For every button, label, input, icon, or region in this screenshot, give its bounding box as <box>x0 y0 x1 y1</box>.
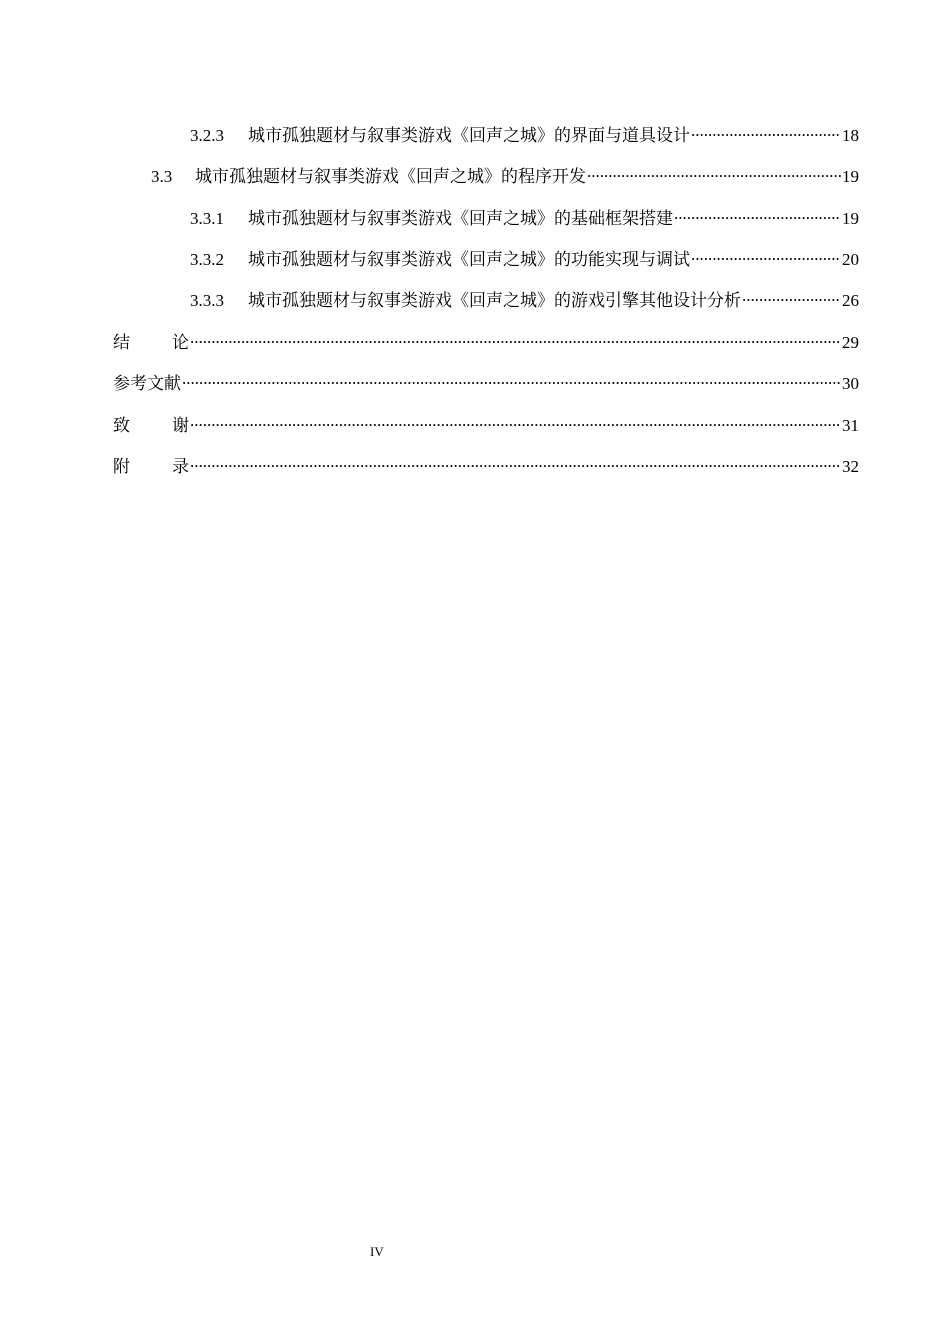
dot-leader <box>674 202 841 224</box>
toc-entry-title: 城市孤独题材与叙事类游戏《回声之城》的基础框架搭建 <box>248 209 673 228</box>
dot-leader <box>190 409 841 431</box>
toc-section-page: 31 <box>842 416 859 435</box>
toc-section-page: 30 <box>842 374 859 393</box>
dot-leader <box>691 119 841 141</box>
toc-entry-page: 26 <box>842 291 859 310</box>
toc-entry-3-3-3[interactable] <box>190 284 859 312</box>
toc-section-title <box>113 456 189 478</box>
toc-entry-number: 3.3.2 <box>190 250 224 269</box>
toc-section-references[interactable] <box>113 367 859 395</box>
title-char: 致 <box>113 416 130 436</box>
title-char: 结 <box>113 333 130 353</box>
toc-entry-number: 3.2.3 <box>190 126 224 145</box>
toc-entry-page: 19 <box>842 167 859 186</box>
toc-entry-title: 城市孤独题材与叙事类游戏《回声之城》的界面与道具设计 <box>248 126 690 145</box>
toc-section-title: 参考文献 <box>113 374 181 394</box>
toc-section-conclusion[interactable] <box>113 326 859 354</box>
toc-entry-number: 3.3.3 <box>190 291 224 310</box>
dot-leader <box>587 160 841 182</box>
dot-leader <box>190 326 841 348</box>
toc-entry-3-3-1[interactable] <box>190 202 859 230</box>
title-char: 附 <box>113 457 130 477</box>
toc-entry-title: 城市孤独题材与叙事类游戏《回声之城》的程序开发 <box>195 167 586 186</box>
toc-entry-page: 18 <box>842 126 859 145</box>
toc-entry-page: 19 <box>842 209 859 228</box>
dot-leader <box>691 243 841 265</box>
toc-entry-title: 城市孤独题材与叙事类游戏《回声之城》的功能实现与调试 <box>248 250 690 269</box>
toc-section-appendix[interactable] <box>113 450 859 478</box>
toc-entry-page: 20 <box>842 250 859 269</box>
toc-section-page: 32 <box>842 457 859 476</box>
dot-leader <box>742 284 841 306</box>
toc-section-page: 29 <box>842 333 859 352</box>
page-number: IV <box>370 1244 384 1259</box>
toc-section-title <box>113 332 189 354</box>
toc-entry-title: 城市孤独题材与叙事类游戏《回声之城》的游戏引擎其他设计分析 <box>248 291 741 310</box>
dot-leader <box>190 450 841 472</box>
toc-entry-3-3[interactable] <box>151 160 859 188</box>
title-char: 录 <box>172 457 189 477</box>
dot-leader <box>182 367 841 389</box>
toc-entry-3-2-3[interactable] <box>190 119 859 147</box>
toc-entry-number: 3.3 <box>151 167 173 186</box>
title-char: 谢 <box>172 416 189 436</box>
title-char: 论 <box>172 333 189 353</box>
toc-entry-number: 3.3.1 <box>190 209 224 228</box>
toc-section-acknowledgements[interactable] <box>113 409 859 437</box>
toc-entry-3-3-2[interactable] <box>190 243 859 271</box>
toc-section-title <box>113 415 189 437</box>
